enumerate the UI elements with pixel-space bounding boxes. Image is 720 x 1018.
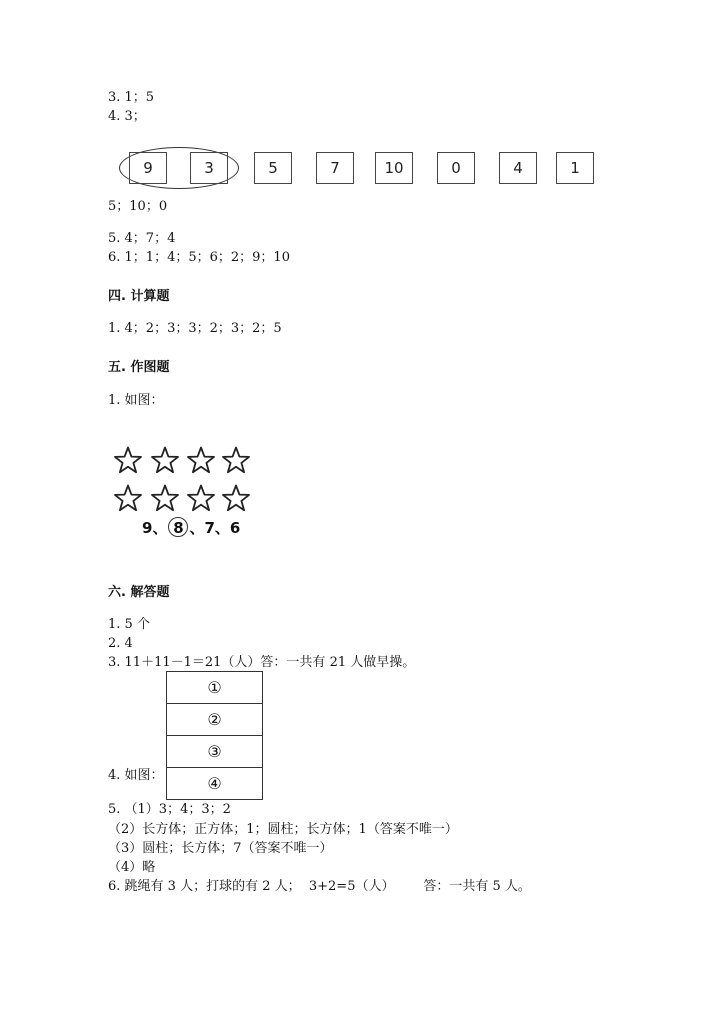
answer-5-line: 5. 4；7；4 [108,231,176,246]
number-box: 4 [499,152,537,184]
problem-4-label: 4. 如图： [108,768,164,783]
sequence-separator: 、 [214,519,230,537]
problem-5-part-2: （2）长方体；正方体；1；圆柱；长方体；1（答案不唯一） [108,822,458,837]
star-count-sequence [142,517,240,538]
number-box: 9 [129,152,167,184]
calculation-answer-line: 1. 4；2；3；3；2；3；2；5 [108,321,282,336]
sequence-separator: 、 [189,519,205,537]
problem-6-line: 6. 跳绳有 3 人；打球的有 2 人； 3+2=5（人） 答：一共有 5 人。 [108,879,531,894]
problem-5-part-3: （3）圆柱；长方体；7（答案不唯一） [108,841,333,856]
sequence-separator: 、 [152,519,168,537]
drawing-answer-line: 1. 如图： [108,393,164,408]
star-icon [221,484,251,513]
number-box: 1 [556,152,594,184]
number-box: 5 [254,152,292,184]
answer-6-line: 6. 1；1；4；5；6；2；9；10 [108,250,290,265]
star-icon [186,446,216,475]
ordinal-box: ③ [166,735,263,768]
section-heading-problems: 六. 解答题 [108,585,170,600]
number-box: 10 [375,152,413,184]
section-heading-drawing: 五. 作图题 [108,360,170,375]
problem-5-line: 5. （1）3；4；3；2 [108,802,231,817]
number-box: 0 [437,152,475,184]
star-icon [113,484,143,513]
section-heading-calculation: 四. 计算题 [108,289,170,304]
circled-sequence-number: 8 [168,517,188,537]
ordinal-box: ④ [166,767,263,800]
star-icon [221,446,251,475]
answer-3-line: 3. 1；5 [108,90,155,105]
problem-5-part-4: （4）略 [108,860,156,875]
number-box: 3 [190,152,228,184]
sequence-number: 7 [204,519,215,537]
number-box: 7 [316,152,354,184]
star-icon [186,484,216,513]
problem-2-line: 2. 4 [108,636,133,651]
problem-3-line: 3. 11＋11－1＝21（人）答：一共有 21 人做早操。 [108,655,416,670]
star-icon [150,446,180,475]
star-icon [113,446,143,475]
star-icon [150,484,180,513]
answer-4-line: 4. 3； [108,109,146,124]
answer-line: 5；10；0 [108,199,168,214]
ordinal-box: ① [166,671,263,704]
ordinal-box: ② [166,703,263,736]
sequence-number: 6 [229,519,241,537]
problem-1-line: 1. 5 个 [108,617,150,632]
sequence-number: 9 [142,519,153,537]
